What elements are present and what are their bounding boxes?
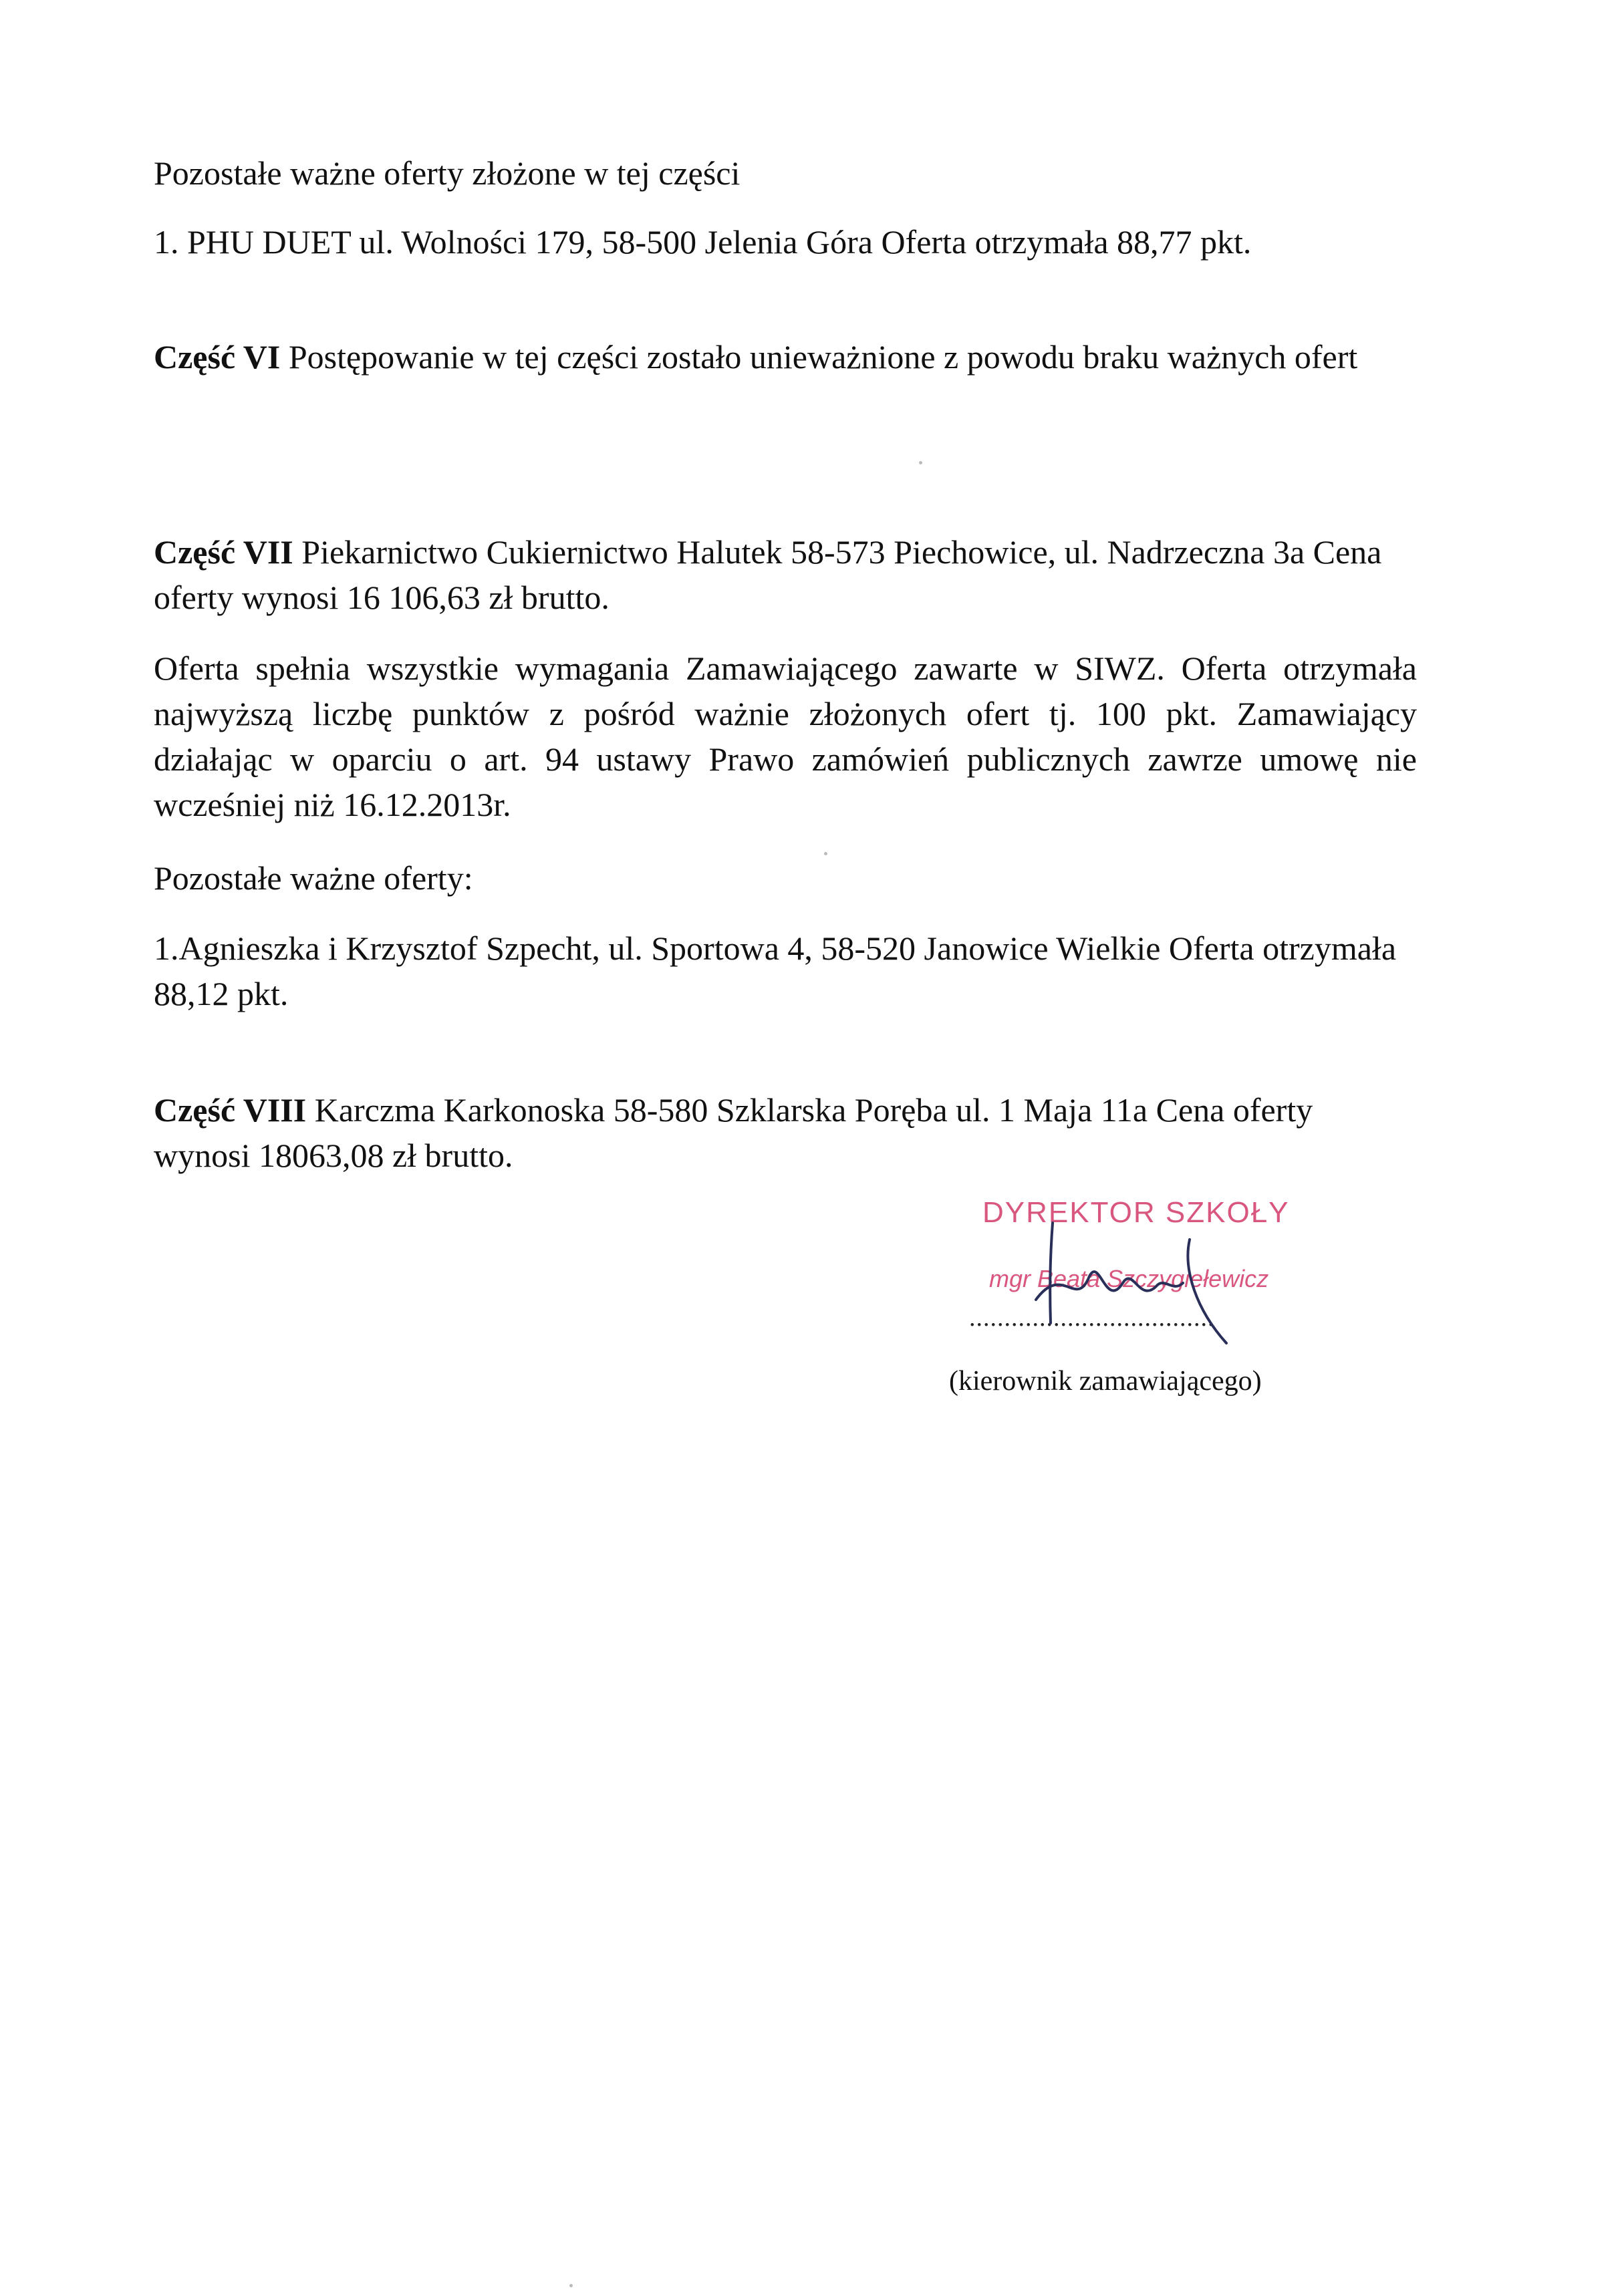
- part-vi-text: Postępowanie w tej części zostało unieważnione z powodu braku ważnych ofert: [280, 338, 1358, 376]
- handwritten-signature: [989, 1209, 1270, 1350]
- paragraph-part-vi: [154, 334, 1417, 380]
- paragraph-remaining-offers-heading: Pozostałe ważne oferty złożone w tej części: [154, 154, 741, 192]
- part-viii-text: Karczma Karkonoska 58-580 Szklarska Poręba ul. 1 Maja 11a Cena oferty wynosi 18063,08 zł brutto.: [154, 1091, 1313, 1174]
- scan-speck: [919, 461, 922, 464]
- paragraph-part-vii: [154, 529, 1417, 620]
- part-vii-label: Część VII: [154, 533, 293, 571]
- part-vi-label: Część VI: [154, 338, 281, 376]
- paragraph-offer-szpecht: 1.Agnieszka i Krzysztof Szpecht, ul. Sportowa 4, 58-520 Janowice Wielkie Oferta otrzymała 88,12 pkt.: [154, 929, 1397, 1012]
- signature-dotted-line: ...................................: [969, 1304, 1215, 1332]
- part-viii-label: Część VIII: [154, 1091, 307, 1129]
- paragraph-offer-requirements: Oferta spełnia wszystkie wymagania Zamawiającego zawarte w SIWZ. Oferta otrzymała najwyższą liczbę punktów z pośród ważnie złożonych ofert tj. 100 pkt. Zamawiający działając w oparciu o art. 94 ustawy Prawo zamówień publicznych zawrze umowę nie wcześniej niż 16.12.2013r.: [154, 650, 1417, 823]
- stamp-title: DYREKTOR SZKOŁY: [982, 1196, 1290, 1229]
- paragraph-remaining-offers: Pozostałe ważne oferty:: [154, 859, 473, 897]
- scan-speck: [569, 2284, 573, 2287]
- part-vii-text: Piekarnictwo Cukiernictwo Halutek 58-573 Piechowice, ul. Nadrzeczna 3a Cena oferty wynosi 16 106,63 zł brutto.: [154, 533, 1382, 616]
- paragraph-offer-phu-duet: 1. PHU DUET ul. Wolności 179, 58-500 Jelenia Góra Oferta otrzymała 88,77 pkt.: [154, 223, 1252, 261]
- signature-caption: (kierownik zamawiającego): [949, 1366, 1262, 1397]
- paragraph-part-viii: [154, 1087, 1417, 1178]
- scan-speck: [824, 852, 827, 855]
- stamp-name: mgr Beata Szczygiełewicz: [989, 1265, 1269, 1292]
